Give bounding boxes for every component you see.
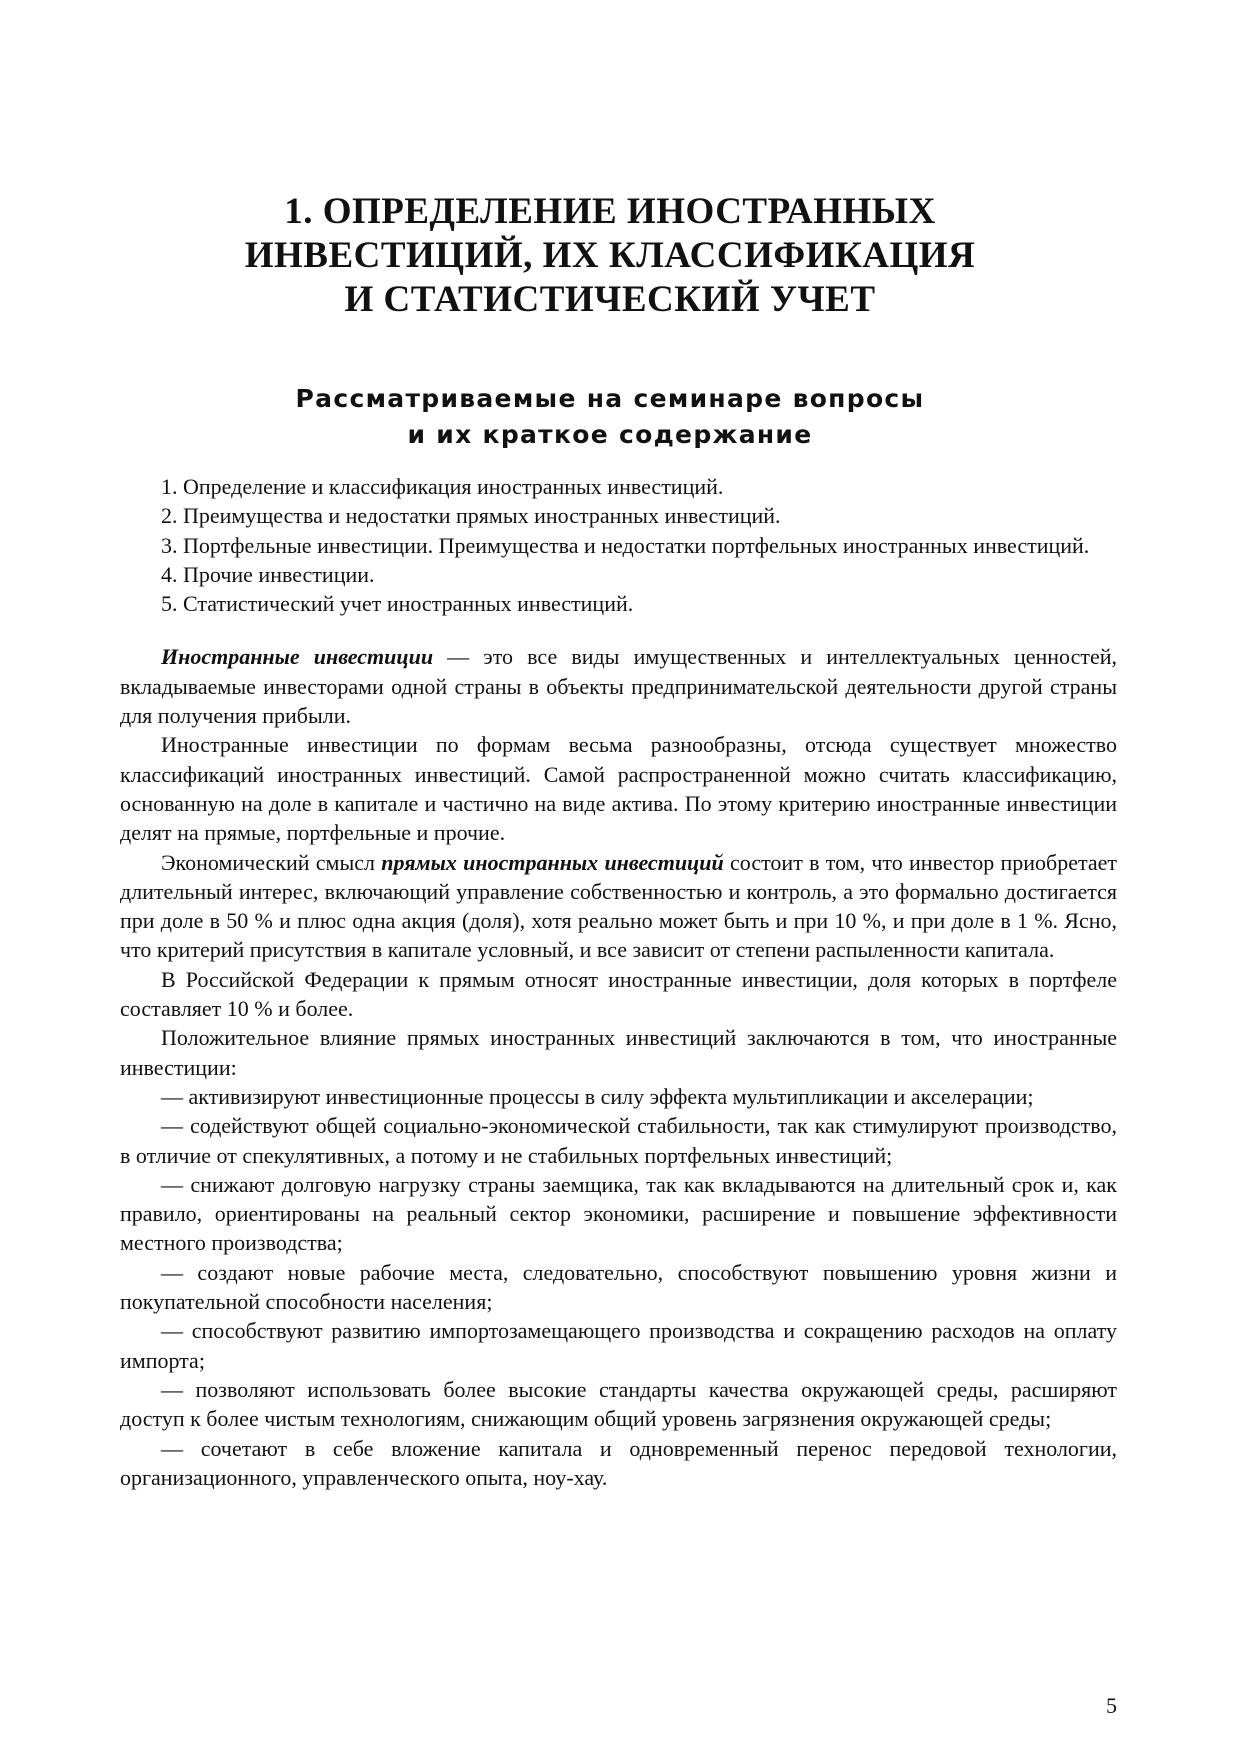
- fdi-meaning-paragraph: [120, 848, 1117, 965]
- benefit-item: — способствуют развитию импортозамещающего производства и сокращению расходов на оплату импорта;: [120, 1318, 1117, 1373]
- benefit-item: — активизируют инвестиционные процессы в силу эффекта мультипликации и акселерации;: [161, 1083, 1034, 1109]
- question-item: 4. Прочие инвестиции.: [161, 561, 375, 587]
- section-title-line: и их краткое содержание: [407, 420, 813, 449]
- benefit-item: — сочетают в себе вложение капитала и одновременный перенос передовой технологии, организационного, управленческого опыта, ноу-хау.: [120, 1435, 1117, 1490]
- positive-effects-paragraph: Положительное влияние прямых иностранных инвестиций заключаются в том, что иностранные инвестиции:: [120, 1025, 1117, 1080]
- defined-term: Иностранные инвестиции: [161, 644, 434, 670]
- benefit-item: — снижают долговую нагрузку страны заемщика, так как вкладываются на длительный срок и, как правило, ориентированы на реальный сектор экономики, расширение и повышение эффективности местного производства;: [120, 1171, 1117, 1256]
- question-item: 2. Преимущества и недостатки прямых иностранных инвестиций.: [161, 503, 781, 529]
- fdi-term: прямых иностранных инвестиций: [381, 849, 724, 875]
- definition-text: — это все виды имущественных и интеллектуальных ценностей, вкладываемые инвесторами одной страны в объекты предпринимательской деятельности другой страны для получения прибыли.: [120, 644, 1117, 729]
- benefit-item: — позволяют использовать более высокие стандарты качества окружающей среды, расширяют доступ к более чистым технологиям, снижающим общий уровень загрязнения окружающей среды;: [120, 1376, 1117, 1432]
- question-item: 1. Определение и классификация иностранных инвестиций.: [161, 474, 724, 499]
- fdi-text-after: состоит в том, что инвестор приобретает длительный интерес, включающий управление собственностью и контроль, а это формально достигается при доле в 50 % и плюс одна акция (доля), хотя реально может быть и при 10 %, и при доле в 1 %. Ясно, что критерий присутствия в капитале условный, и все зависит от степени распыленности капитала.: [120, 849, 1118, 963]
- page-number: 5: [1106, 1693, 1117, 1718]
- benefit-item: — создают новые рабочие места, следовательно, способствуют повышению уровня жизни и покупательной способности населения;: [120, 1259, 1117, 1315]
- chapter-title-line: ИНВЕСТИЦИЙ, ИХ КЛАССИФИКАЦИЯ: [244, 235, 976, 276]
- section-title: [150, 381, 1070, 453]
- classification-paragraph: Иностранные инвестиции по формам весьма разнообразны, отсюда существует множество классификаций иностранных инвестиций. Самой распространенной можно считать классификацию, основанную на доле в капитале и частично на виде актива. По этому критерию иностранные инвестиции делят на прямые, портфельные и прочие.: [120, 732, 1117, 846]
- question-item: 5. Статистический учет иностранных инвестиций.: [161, 591, 634, 617]
- rf-threshold-paragraph: В Российской Федерации к прямым относят иностранные инвестиции, доля которых в портфеле составляет 10 % и более.: [120, 966, 1117, 1022]
- section-title-line: Рассматриваемые на семинаре вопросы: [295, 384, 925, 413]
- body-text: [120, 472, 1117, 1492]
- question-item: 3. Портфельные инвестиции. Преимущества и недостатки портфельных иностранных инвестиций.: [161, 532, 1090, 558]
- benefit-item: — содействуют общей социально-экономической стабильности, так как стимулируют производство, в отличие от спекулятивных, а потому и не стабильных портфельных инвестиций;: [120, 1113, 1117, 1168]
- chapter-title-line: И СТАТИСТИЧЕСКИЙ УЧЕТ: [344, 279, 876, 320]
- question-list: [120, 472, 1117, 618]
- definition-paragraph: [120, 642, 1117, 730]
- benefits-list: [120, 1082, 1117, 1492]
- chapter-title: [150, 190, 1070, 322]
- fdi-text-before: Экономический смысл: [161, 849, 382, 875]
- chapter-title-line: 1. ОПРЕДЕЛЕНИЕ ИНОСТРАННЫХ: [284, 191, 936, 232]
